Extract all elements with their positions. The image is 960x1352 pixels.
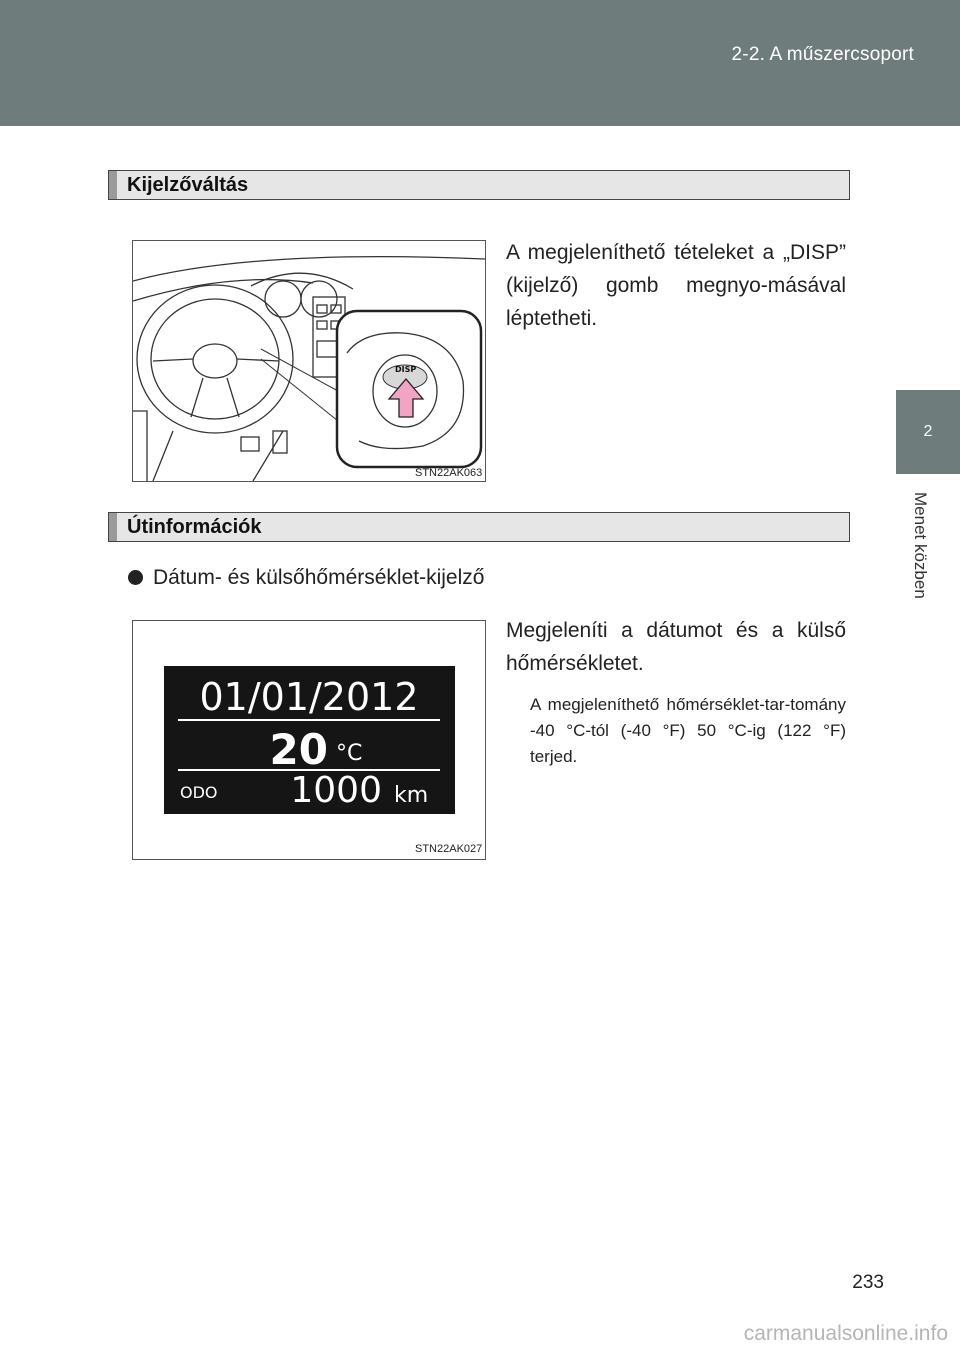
- lcd-odo-value: 1000: [290, 770, 382, 811]
- lcd-odo-label: ODO: [180, 783, 218, 802]
- lcd-temperature: 20: [269, 725, 328, 774]
- steering-wheel-illustration: [132, 240, 486, 482]
- dashboard-drawing: [133, 241, 485, 481]
- lcd-display-illustration: [132, 620, 486, 860]
- lcd-date: 01/01/2012: [199, 675, 419, 719]
- bullet-text: Dátum- és külsőhőmérséklet-kijelző: [153, 566, 485, 589]
- lcd-temperature-unit: °C: [336, 741, 363, 766]
- figure-code: STN22AK063: [415, 467, 483, 479]
- page-header: [0, 0, 960, 126]
- bullet-icon: [128, 570, 143, 585]
- disp-button-label: DISP: [395, 365, 417, 374]
- heading-accent: [109, 171, 117, 199]
- temperature-range-note: A megjeleníthető hőmérséklet-tar-tomány -40 °C-tól (-40 °F) 50 °C-ig (122 °F) terjed.: [530, 695, 846, 766]
- section-heading-text: Útinformációk: [127, 516, 262, 538]
- bullet-item: [128, 566, 484, 590]
- heading-accent: [109, 513, 117, 541]
- chapter-tab-number: 2: [923, 423, 933, 440]
- section-heading-trip-info: [108, 512, 850, 542]
- watermark: carmanualsonline.info: [743, 1322, 948, 1345]
- chapter-tab-label: Menet közben: [911, 492, 930, 599]
- section-heading-display-switch: [108, 170, 850, 200]
- display-switch-description: A megjeleníthető tételeket a „DISP” (kijelző) gomb megnyo-másával léptetheti.: [506, 241, 846, 330]
- lcd-odo-unit: km: [394, 783, 429, 808]
- chapter-tab: [896, 390, 960, 474]
- section-heading-text: Kijelzőváltás: [127, 174, 249, 196]
- figure-code: STN22AK027: [415, 843, 483, 855]
- chapter-section-title: 2-2. A műszercsoport: [731, 44, 914, 65]
- trip-info-description: Megjeleníti a dátumot és a külső hőmérsékletet.: [506, 619, 846, 675]
- page-number: 233: [852, 1272, 884, 1293]
- side-strip: [896, 126, 960, 390]
- lcd-screen: [164, 666, 455, 814]
